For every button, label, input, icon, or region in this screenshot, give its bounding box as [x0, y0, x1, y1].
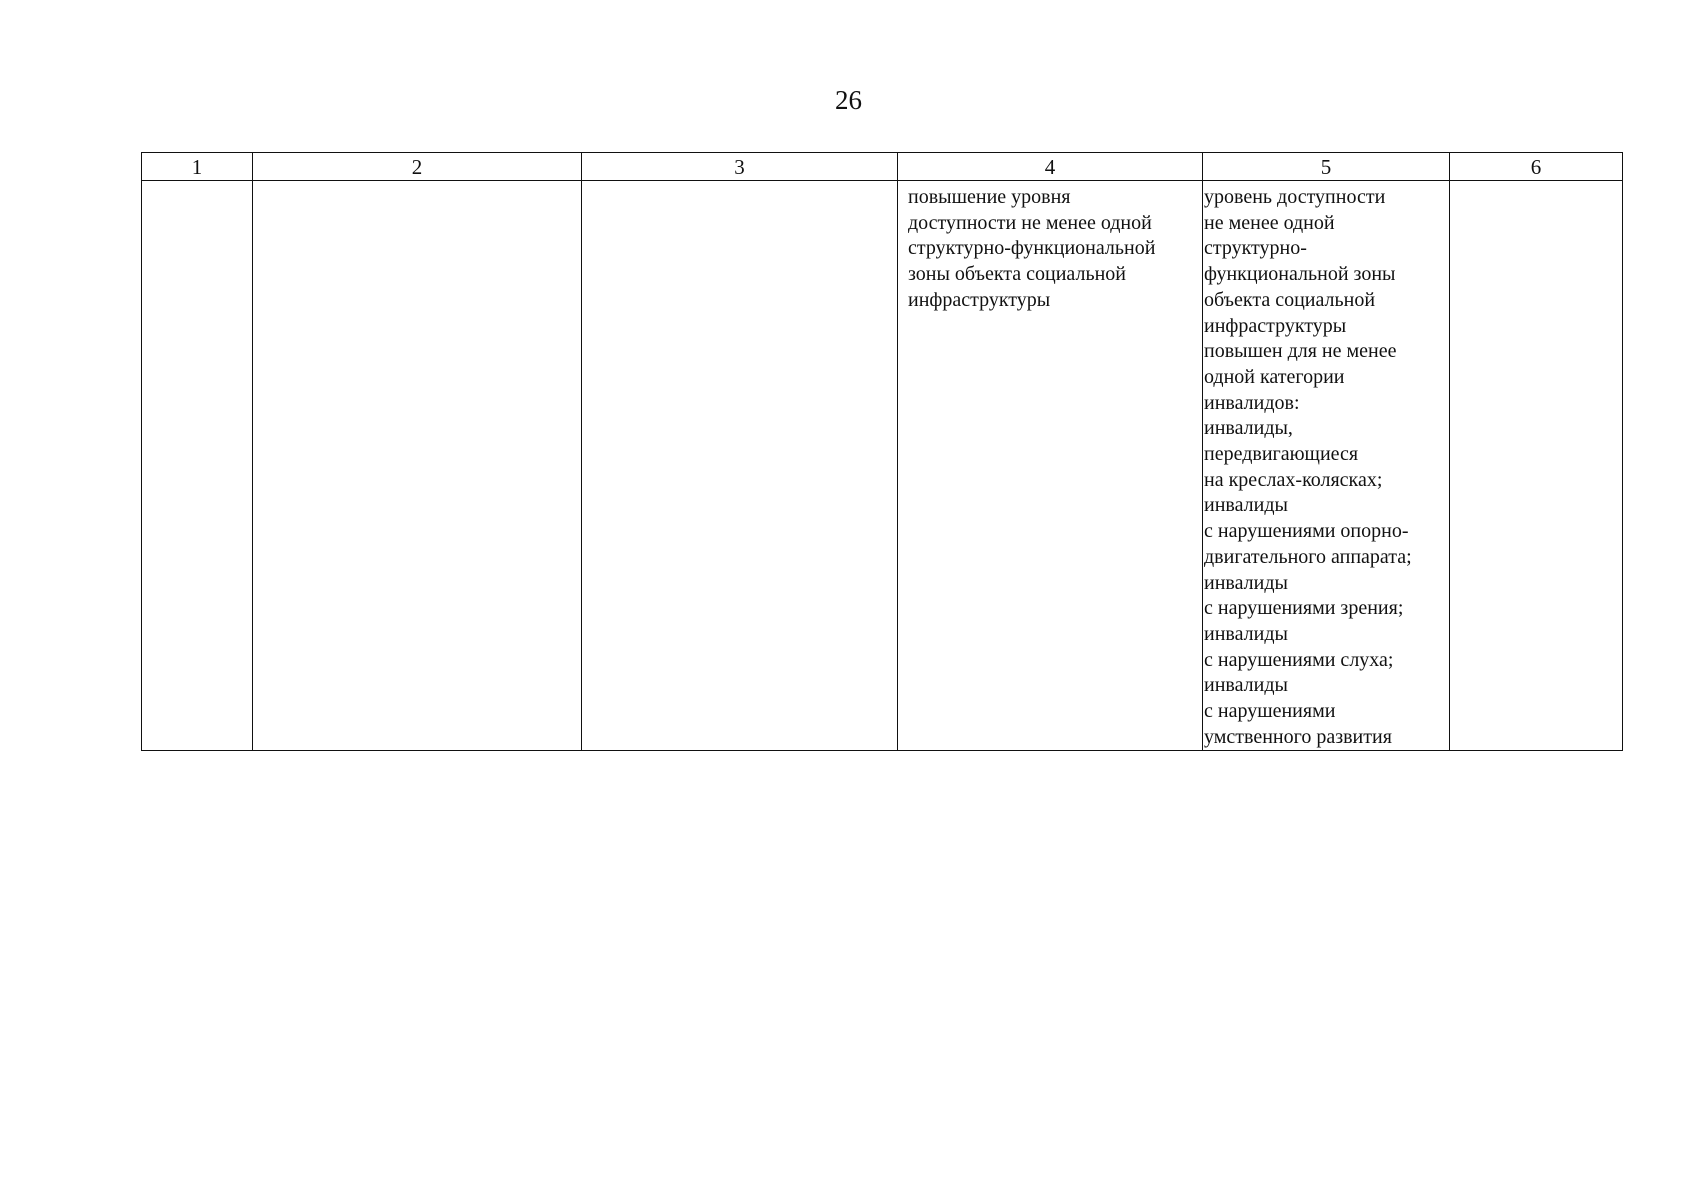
- cell-col-5: [1203, 181, 1450, 751]
- cell-text-line: двигательного аппарата;: [1204, 545, 1412, 568]
- cell-text-line: инвалидов:: [1204, 391, 1300, 414]
- document-table: [141, 152, 1623, 751]
- cell-text-line: структурно-функциональной: [908, 237, 1156, 260]
- page-number: 26: [835, 85, 862, 115]
- cell-text-line: объекта социальной: [1204, 288, 1376, 311]
- cell-text-line: уровень доступности: [1204, 186, 1386, 208]
- cell-text-line: инвалиды: [1204, 622, 1288, 645]
- column-header-3: 3: [582, 153, 898, 181]
- cell-col-3: [582, 181, 898, 751]
- column-header-5: 5: [1203, 153, 1450, 181]
- cell-text-line: инвалиды,: [1204, 417, 1293, 440]
- cell-text-line: с нарушениями зрения;: [1204, 597, 1404, 620]
- column-header-1: 1: [142, 153, 253, 181]
- cell-col-6: [1450, 181, 1623, 751]
- table-row: [142, 181, 1623, 751]
- cell-text-line: зоны объекта социальной: [908, 263, 1126, 286]
- cell-text-line: не менее одной: [1204, 211, 1335, 234]
- cell-text-line: инфраструктуры: [908, 288, 1051, 311]
- cell-text-line: структурно-: [1204, 237, 1307, 260]
- cell-text-line: умственного развития: [1204, 725, 1392, 748]
- cell-col-4: [898, 181, 1203, 751]
- column-header-6: 6: [1450, 153, 1623, 181]
- cell-text-line: одной категории: [1204, 365, 1345, 388]
- cell-text-line: на креслах-колясках;: [1204, 468, 1383, 491]
- cell-text-line: с нарушениями: [1204, 700, 1336, 723]
- column-header-2: 2: [253, 153, 582, 181]
- cell-col-2: [253, 181, 582, 751]
- cell-text-line: с нарушениями слуха;: [1204, 648, 1394, 671]
- cell-text-line: инвалиды: [1204, 494, 1288, 517]
- column-header-4: 4: [898, 153, 1203, 181]
- cell-text-line: с нарушениями опорно-: [1204, 520, 1409, 543]
- cell-text-line: повышен для не менее: [1204, 340, 1397, 363]
- table-header-row: [142, 153, 1623, 181]
- cell-text-line: инвалиды: [1204, 571, 1288, 594]
- cell-col-1: [142, 181, 253, 751]
- cell-text-line: доступности не менее одной: [908, 211, 1152, 234]
- cell-text-line: передвигающиеся: [1204, 443, 1359, 466]
- cell-text-line: инвалиды: [1204, 674, 1288, 697]
- cell-text-line: повышение уровня: [908, 186, 1071, 208]
- cell-text-line: инфраструктуры: [1204, 314, 1347, 337]
- cell-text-line: функциональной зоны: [1204, 263, 1396, 286]
